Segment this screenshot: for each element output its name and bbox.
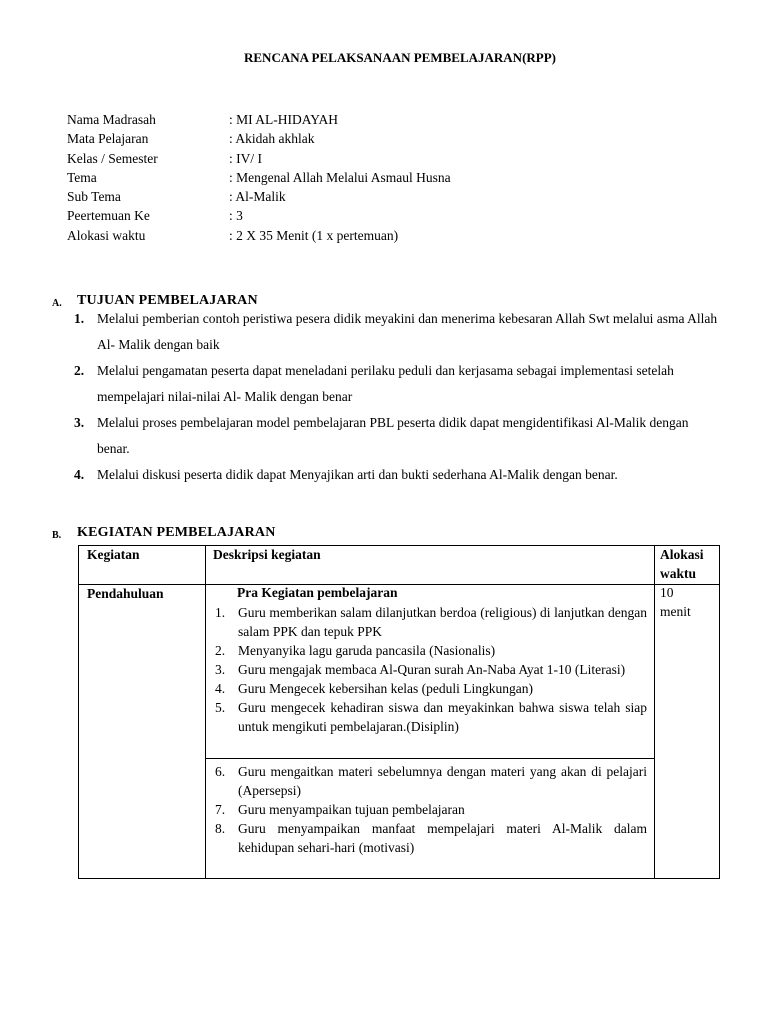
identity-label: Tema <box>67 169 97 185</box>
time-unit: menit <box>660 604 691 619</box>
activity-text: Guru Mengecek kebersihan kelas (peduli Lingkungan) <box>238 681 534 696</box>
table-column-divider <box>205 546 206 878</box>
objectives-list <box>74 306 724 488</box>
activity-item <box>213 762 647 800</box>
activity-item <box>213 641 647 660</box>
identity-value: : Mengenal Allah Melalui Asmaul Husna <box>229 169 451 185</box>
objective-number: 1. <box>74 311 85 326</box>
activity-number: 4. <box>215 681 226 696</box>
activity-number: 8. <box>215 821 226 836</box>
header-alokasi: Alokasi <box>660 547 704 562</box>
document-title: RENCANA PELAKSANAAN PEMBELAJARAN(RPP) <box>244 50 556 65</box>
activity-number: 2. <box>215 643 226 658</box>
activity-text: Guru mengajak membaca Al-Quran surah An-Naba Ayat 1-10 (Literasi) <box>238 662 626 677</box>
activity-number: 5. <box>215 700 226 715</box>
identity-value: : Al-Malik <box>229 189 286 205</box>
identity-label: Peertemuan Ke <box>67 208 150 224</box>
objective-text: Melalui pengamatan peserta dapat meneladani perilaku peduli dan kerjasama sebagai implementasi setelah mempelajari nilai-nilai Al- Malik dengan benar <box>97 363 674 404</box>
activity-text: Guru memberikan salam dilanjutkan berdoa (religious) di lanjutkan dengan salam PPK dan tepuk PPK <box>238 605 647 639</box>
activity-item <box>213 819 647 857</box>
activity-number: 6. <box>215 764 226 779</box>
activity-text: Guru menyampaikan tujuan pembelajaran <box>238 802 465 817</box>
section-a-letter: A. <box>52 298 62 309</box>
identity-label: Nama Madrasah <box>67 112 156 127</box>
activity-text: Menyanyika lagu garuda pancasila (Nasionalis) <box>238 643 496 658</box>
pre-activity-heading: Pra Kegiatan pembelajaran <box>237 585 398 600</box>
table-column-divider <box>654 546 655 878</box>
activity-item <box>213 800 647 819</box>
activity-list-group-2 <box>213 762 647 857</box>
identity-value: : MI AL-HIDAYAH <box>229 112 339 127</box>
row-label-pendahuluan: Pendahuluan <box>87 586 164 601</box>
activity-number: 3. <box>215 662 226 677</box>
identity-value: : 2 X 35 Menit (1 x pertemuan) <box>229 227 399 243</box>
activity-item <box>213 603 647 641</box>
identity-label: Mata Pelajaran <box>67 131 149 147</box>
activity-list-group-1 <box>213 603 647 736</box>
identity-value: : Akidah akhlak <box>229 131 315 147</box>
objective-item <box>74 462 724 488</box>
table-header-divider <box>79 584 719 585</box>
activity-text: Guru mengecek kehadiran siswa dan meyakinkan bahwa siswa telah siap untuk mengikuti pembelajaran.(Disiplin) <box>238 700 647 734</box>
section-a-heading: TUJUAN PEMBELAJARAN <box>77 293 258 308</box>
header-kegiatan: Kegiatan <box>87 547 140 562</box>
header-waktu: waktu <box>660 566 697 581</box>
objective-item <box>74 410 724 462</box>
activity-text: Guru mengaitkan materi sebelumnya dengan materi yang akan di pelajari (Apersepsi) <box>238 764 647 798</box>
activity-item <box>213 679 647 698</box>
identity-value: : 3 <box>229 208 243 224</box>
activity-item <box>213 660 647 679</box>
objective-item <box>74 358 724 410</box>
activity-text: Guru menyampaikan manfaat mempelajari materi Al-Malik dalam kehidupan sehari-hari (motivasi) <box>238 821 647 855</box>
activity-number: 7. <box>215 802 226 817</box>
identity-label: Kelas / Semester <box>67 150 158 166</box>
objective-text: Melalui proses pembelajaran model pembelajaran PBL peserta didik dapat mengidentifikasi Al-Malik dengan benar. <box>97 415 689 456</box>
identity-label: Alokasi waktu <box>67 227 146 243</box>
objective-item <box>74 306 724 358</box>
objective-text: Melalui pemberian contoh peristiwa pesera didik meyakini dan menerima kebesaran Allah Swt melalui asma Allah Al- Malik dengan baik <box>97 311 718 352</box>
time-value: 10 <box>660 585 674 600</box>
objective-text: Melalui diskusi peserta didik dapat Menyajikan arti dan bukti sederhana Al-Malik dengan benar. <box>97 467 618 482</box>
identity-label: Sub Tema <box>67 189 121 205</box>
activities-table <box>78 545 720 879</box>
table-group-divider <box>205 758 654 759</box>
header-deskripsi: Deskripsi kegiatan <box>213 547 321 562</box>
objective-number: 2. <box>74 363 85 378</box>
objective-number: 4. <box>74 467 85 482</box>
activity-number: 1. <box>215 605 226 620</box>
objective-number: 3. <box>74 415 85 430</box>
identity-value: : IV/ I <box>229 150 262 166</box>
section-b-letter: B. <box>52 530 62 541</box>
activity-item <box>213 698 647 736</box>
section-b-heading: KEGIATAN PEMBELAJARAN <box>77 525 276 540</box>
